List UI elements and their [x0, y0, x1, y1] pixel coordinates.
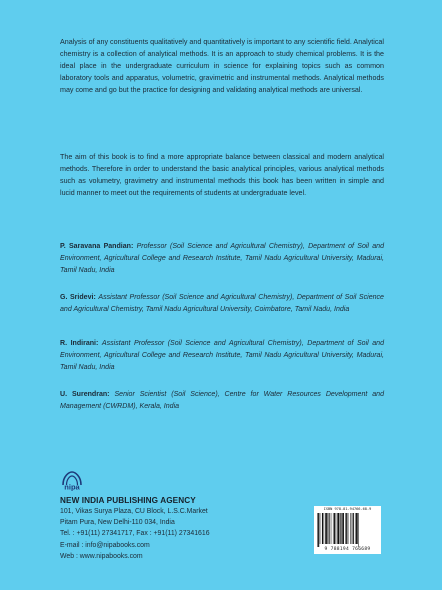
barcode-bar — [342, 513, 344, 544]
barcode-bar — [324, 513, 325, 544]
barcode-bar — [320, 513, 321, 544]
logo-text: nipa — [64, 482, 80, 492]
barcode-bar — [356, 513, 358, 544]
barcode-bar — [322, 513, 323, 544]
description-paragraph-1: Analysis of any constituents qualitatively and quantitatively is important to any scientific field. Analytical chemistry is a collection of analytical methods. It is an approach to study chemical problems. It is the ideal place in the undergraduate curriculum in science for explaining topics such as common laboratory tools and apparatus, volumetric, gravimetric and instrumental methods. Analytical methods may come and go but the practice for designing and validating analytical methods are universal. — [60, 38, 384, 95]
barcode-bar — [352, 513, 353, 544]
barcode-bar — [358, 513, 359, 547]
author-bio — [60, 292, 384, 316]
publisher-email: E-mail : info@nipabooks.com — [60, 542, 150, 549]
barcode-bar — [348, 513, 349, 544]
author-name: G. Sridevi: — [60, 294, 96, 301]
barcode-digits: 9 788194 766689 — [324, 547, 371, 552]
barcode-bar — [336, 513, 337, 544]
author-name: R. Indirani: — [60, 340, 99, 347]
author-affiliation: Professor (Soil Science and Agricultural Chemistry), Department of Soil and Environment, Agricultural College and Research Institute, Tamil Nadu Agricultural University, Madurai, Tamil Nadu, India — [60, 243, 384, 275]
barcode-bar — [329, 513, 330, 544]
publisher-phone: Tel. : +91(11) 27341717, Fax : +91(11) 27341616 — [60, 530, 210, 537]
author-affiliation: Senior Scientist (Soil Science), Centre for Water Resources Development and Management (CWRDM), Kerala, India — [60, 391, 385, 411]
publisher-address-line-1: 101, Vikas Surya Plaza, CU Block, L.S.C.Market — [60, 508, 208, 515]
author-bio — [60, 338, 384, 374]
author-name: P. Saravana Pandian: — [60, 243, 134, 250]
author-bio — [60, 389, 384, 413]
author-affiliation: Assistant Professor (Soil Science and Agricultural Chemistry), Department of Soil and Environment, Agricultural College and Research Institute, Tamil Nadu Agricultural University, Madurai, Tamil Nadu, India — [60, 340, 384, 372]
isbn-label: ISBN 978-81-94766-68-9 — [323, 507, 372, 511]
barcode-bar — [341, 513, 342, 544]
author-affiliation: Assistant Professor (Soil Science and Agricultural Chemistry), Department of Soil Science and Agricultural Chemistry, Tamil Nadu Agricultural University, Coimbatore, Tamil Nadu, India — [60, 294, 384, 314]
barcode-bar — [355, 513, 356, 544]
barcode-bar — [346, 513, 347, 544]
barcode-bars — [317, 513, 378, 547]
author-bio — [60, 241, 384, 277]
barcode-bar — [340, 513, 341, 544]
barcode-bar — [353, 513, 354, 544]
barcode-bar — [331, 513, 332, 544]
isbn-barcode — [314, 506, 381, 554]
author-name: U. Surendran: — [60, 391, 110, 398]
description-paragraph-2: The aim of this book is to find a more appropriate balance between classical and modern analytical methods. Therefore in order to understand the basic analytical principles, various analytical methods such as volumetry, gravimetry and instrumental methods this book has been written in simple and lucid manner to meet out the requirements of students at undergraduate level. — [60, 153, 384, 198]
publisher-web: Web : www.nipabooks.com — [60, 553, 143, 560]
barcode-bar — [345, 513, 346, 544]
publisher-address-line-2: Pitam Pura, New Delhi-110 034, India — [60, 519, 175, 526]
barcode-bar — [334, 513, 335, 544]
barcode-bar — [327, 513, 328, 544]
publisher-name: NEW INDIA PUBLISHING AGENCY — [60, 496, 196, 505]
barcode-bar — [337, 513, 339, 544]
barcode-bar — [333, 513, 334, 544]
barcode-bar — [350, 513, 351, 544]
publisher-logo-icon — [60, 470, 84, 492]
barcode-bar — [317, 513, 318, 547]
barcode-bar — [318, 513, 319, 547]
barcode-bar — [325, 513, 327, 544]
